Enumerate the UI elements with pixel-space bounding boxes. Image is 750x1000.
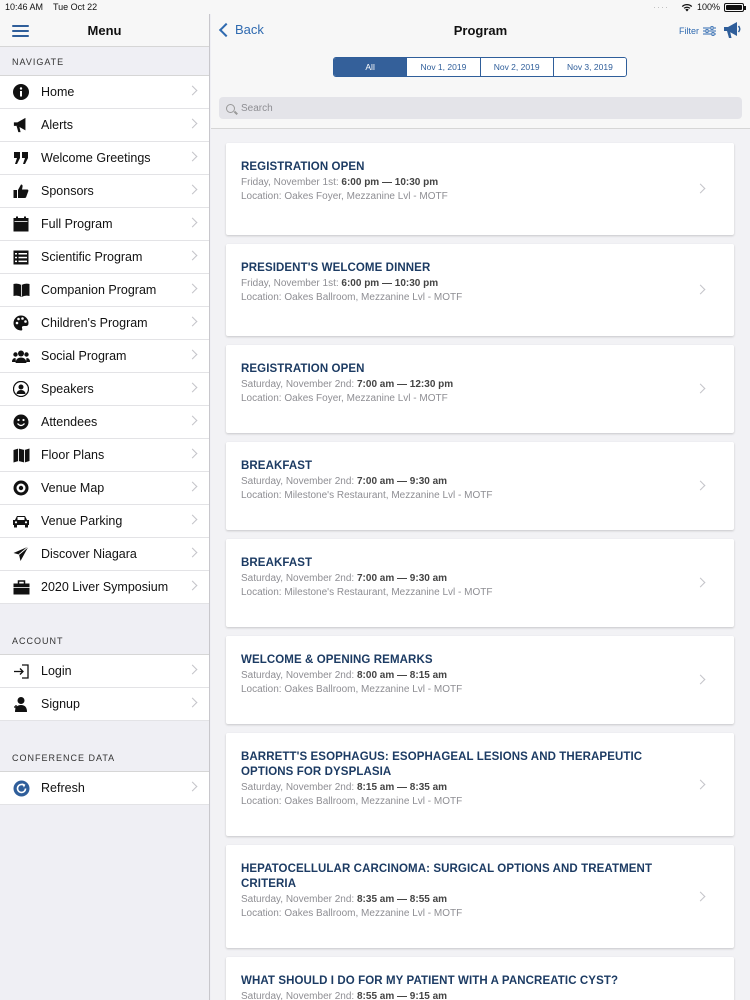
- sidebar-item-label: Attendees: [41, 415, 98, 429]
- chevron-right-icon: [696, 675, 706, 685]
- sidebar-item-label: Venue Parking: [41, 514, 123, 528]
- sidebar-item-label: Scientific Program: [41, 250, 143, 264]
- chevron-right-icon: [188, 383, 198, 393]
- event-time: 6:00 pm — 10:30 pm: [341, 278, 439, 289]
- sidebar-item-2020-liver-symposium[interactable]: [0, 571, 209, 604]
- event-location: Location: Oakes Ballroom, Mezzanine Lvl - MOTF: [241, 684, 463, 695]
- event-card[interactable]: [226, 244, 734, 336]
- status-date: Tue Oct 22: [53, 2, 98, 12]
- sidebar-item-label: 2020 Liver Symposium: [41, 580, 169, 594]
- map-icon: [12, 446, 30, 464]
- chevron-right-icon: [188, 449, 198, 459]
- event-title: BREAKFAST: [241, 557, 313, 569]
- event-when: [241, 893, 674, 907]
- event-when: [241, 572, 674, 586]
- event-time: 7:00 am — 9:30 am: [357, 476, 448, 487]
- sidebar-item-label: Home: [41, 85, 75, 99]
- people-icon: [12, 347, 30, 365]
- multitask-dots-icon: ····: [652, 2, 669, 12]
- section-label-conference-data: CONFERENCE DATA: [12, 753, 116, 763]
- chevron-right-icon: [188, 548, 198, 558]
- sidebar-item-label: Discover Niagara: [41, 547, 137, 561]
- sidebar-item-label: Alerts: [41, 118, 73, 132]
- sidebar-item-venue-parking[interactable]: [0, 505, 209, 538]
- event-card[interactable]: [226, 733, 734, 836]
- sidebar-item-login[interactable]: [0, 655, 209, 688]
- speaker-icon: [12, 380, 30, 398]
- page-title: Program: [453, 23, 508, 38]
- event-title: REGISTRATION OPEN: [241, 363, 365, 375]
- event-day: Saturday, November 2nd:: [241, 476, 355, 487]
- chevron-right-icon: [188, 284, 198, 294]
- nav-bar: [211, 14, 750, 47]
- wifi-icon: [681, 3, 693, 12]
- event-location: Location: Oakes Foyer, Mezzanine Lvl - MOTF: [241, 191, 448, 202]
- main-panel: [211, 14, 750, 1000]
- event-day: Saturday, November 2nd:: [241, 894, 355, 905]
- sidebar-item-discover-niagara[interactable]: [0, 538, 209, 571]
- event-day: Saturday, November 2nd:: [241, 991, 355, 1000]
- chevron-right-icon: [188, 152, 198, 162]
- calendar-icon: [12, 215, 30, 233]
- sidebar-title: Menu: [87, 23, 122, 38]
- thumbs-up-icon: [12, 182, 30, 200]
- event-location: Location: Oakes Ballroom, Mezzanine Lvl - MOTF: [241, 908, 463, 919]
- chevron-right-icon: [188, 482, 198, 492]
- event-title: HEPATOCELLULAR CARCINOMA: SURGICAL OPTIONS AND TREATMENT CRITERIA: [241, 863, 653, 890]
- chevron-right-icon: [188, 782, 198, 792]
- sidebar-item-signup[interactable]: [0, 688, 209, 721]
- chevron-right-icon: [188, 251, 198, 261]
- info-icon: [12, 83, 30, 101]
- sidebar-item-social-program[interactable]: [0, 340, 209, 373]
- event-day: Saturday, November 2nd:: [241, 573, 355, 584]
- chevron-right-icon: [188, 185, 198, 195]
- chevron-right-icon: [188, 698, 198, 708]
- search-input[interactable]: [241, 103, 705, 114]
- sidebar-item-label: Children's Program: [41, 316, 148, 330]
- event-time: 7:00 am — 9:30 am: [357, 573, 448, 584]
- tab-nov-2-2019[interactable]: Nov 2, 2019: [480, 58, 553, 76]
- event-card[interactable]: [226, 143, 734, 235]
- refresh-icon: [12, 779, 30, 797]
- filter-button[interactable]: [679, 26, 716, 36]
- event-time: 8:35 am — 8:55 am: [357, 894, 448, 905]
- chevron-right-icon: [188, 515, 198, 525]
- user-add-icon: [12, 695, 30, 713]
- event-day: Friday, November 1st:: [241, 278, 339, 289]
- date-segmented-control: [333, 57, 627, 77]
- sidebar-item-speakers[interactable]: [0, 373, 209, 406]
- event-title: BARRETT'S ESOPHAGUS: ESOPHAGEAL LESIONS AND THERAPEUTIC OPTIONS FOR DYSPLASIA: [241, 751, 643, 778]
- event-when: [241, 475, 674, 489]
- chevron-right-icon: [188, 665, 198, 675]
- section-spacer: [0, 721, 209, 743]
- event-card[interactable]: [226, 442, 734, 530]
- sidebar-item-home[interactable]: [0, 76, 209, 109]
- event-time: 8:00 am — 8:15 am: [357, 670, 448, 681]
- event-time: 8:55 am — 9:15 am: [357, 991, 448, 1000]
- event-list: [226, 143, 734, 1000]
- sidebar: [0, 14, 210, 1000]
- sidebar-item-label: Floor Plans: [41, 448, 105, 462]
- compass-icon: [12, 479, 30, 497]
- section-label-navigate: NAVIGATE: [12, 57, 65, 67]
- event-time: 6:00 pm — 10:30 pm: [341, 177, 439, 188]
- quote-icon: [12, 149, 30, 167]
- event-title: BREAKFAST: [241, 460, 313, 472]
- sidebar-header: [0, 14, 209, 47]
- sidebar-item-label: Refresh: [41, 781, 85, 795]
- event-when: [241, 669, 674, 683]
- sidebar-item-attendees[interactable]: [0, 406, 209, 439]
- login-icon: [12, 662, 30, 680]
- back-label: Back: [235, 22, 264, 37]
- sidebar-item-label: Speakers: [41, 382, 94, 396]
- list-icon: [12, 248, 30, 266]
- event-time: 7:00 am — 12:30 pm: [357, 379, 454, 390]
- sidebar-sections: [0, 47, 209, 805]
- chevron-right-icon: [188, 86, 198, 96]
- event-title: WELCOME & OPENING REMARKS: [241, 654, 433, 666]
- megaphone-icon: [12, 116, 30, 134]
- menu-list-account: [0, 654, 209, 721]
- sidebar-item-alerts[interactable]: [0, 109, 209, 142]
- briefcase-icon: [12, 578, 30, 596]
- event-when: [241, 378, 674, 392]
- chevron-right-icon: [188, 350, 198, 360]
- megaphone-icon[interactable]: [722, 21, 742, 39]
- sidebar-item-label: Sponsors: [41, 184, 94, 198]
- sidebar-item-companion-program[interactable]: [0, 274, 209, 307]
- chevron-right-icon: [696, 481, 706, 491]
- event-when: [241, 990, 674, 1000]
- event-location: Location: Oakes Foyer, Mezzanine Lvl - MOTF: [241, 393, 448, 404]
- chevron-right-icon: [188, 416, 198, 426]
- sidebar-item-sponsors[interactable]: [0, 175, 209, 208]
- sidebar-item-label: Signup: [41, 697, 80, 711]
- sidebar-item-full-program[interactable]: [0, 208, 209, 241]
- event-title: PRESIDENT'S WELCOME DINNER: [241, 262, 431, 274]
- chevron-right-icon: [696, 184, 706, 194]
- event-when: [241, 176, 674, 190]
- event-day: Saturday, November 2nd:: [241, 379, 355, 390]
- status-right: [653, 2, 744, 12]
- paper-plane-icon: [12, 545, 30, 563]
- sidebar-item-label: Login: [41, 664, 72, 678]
- search-icon: [226, 104, 235, 113]
- event-card[interactable]: [226, 345, 734, 433]
- menu-list-conference-data: [0, 771, 209, 805]
- battery-percent: 100%: [696, 2, 720, 12]
- event-day: Saturday, November 2nd:: [241, 670, 355, 681]
- event-card[interactable]: [226, 845, 734, 948]
- filter-label: Filter: [679, 26, 699, 36]
- section-spacer: [0, 604, 209, 626]
- sidebar-item-label: Companion Program: [41, 283, 157, 297]
- event-card[interactable]: [226, 539, 734, 627]
- smile-icon: [12, 413, 30, 431]
- event-day: Saturday, November 2nd:: [241, 782, 355, 793]
- chevron-right-icon: [188, 218, 198, 228]
- event-card[interactable]: [226, 957, 734, 1000]
- event-location: Location: Oakes Ballroom, Mezzanine Lvl - MOTF: [241, 796, 463, 807]
- chevron-right-icon: [696, 578, 706, 588]
- sidebar-item-scientific-program[interactable]: [0, 241, 209, 274]
- car-icon: [12, 512, 30, 530]
- chevron-right-icon: [696, 384, 706, 394]
- tab-nov-3-2019[interactable]: Nov 3, 2019: [553, 58, 626, 76]
- event-when: [241, 781, 674, 795]
- chevron-right-icon: [696, 779, 706, 789]
- chevron-right-icon: [188, 119, 198, 129]
- book-icon: [12, 281, 30, 299]
- sidebar-item-label: Full Program: [41, 217, 113, 231]
- chevron-right-icon: [188, 581, 198, 591]
- sidebar-item-children-s-program[interactable]: [0, 307, 209, 340]
- event-time: 8:15 am — 8:35 am: [357, 782, 448, 793]
- event-location: Location: Oakes Ballroom, Mezzanine Lvl - MOTF: [241, 292, 463, 303]
- event-location: Location: Milestone's Restaurant, Mezzanine Lvl - MOTF: [241, 490, 493, 501]
- menu-list-navigate: [0, 75, 209, 604]
- sidebar-item-label: Venue Map: [41, 481, 105, 495]
- sidebar-item-label: Social Program: [41, 349, 127, 363]
- program-toolbar: [211, 47, 750, 129]
- tab-all[interactable]: All: [334, 58, 406, 76]
- sidebar-item-label: Welcome Greetings: [41, 151, 151, 165]
- tab-nov-1-2019[interactable]: Nov 1, 2019: [406, 58, 479, 76]
- chevron-right-icon: [188, 317, 198, 327]
- palette-icon: [12, 314, 30, 332]
- search-bar[interactable]: [219, 97, 742, 119]
- event-title: REGISTRATION OPEN: [241, 161, 365, 173]
- event-when: [241, 277, 674, 291]
- sidebar-item-welcome-greetings[interactable]: [0, 142, 209, 175]
- sidebar-item-floor-plans[interactable]: [0, 439, 209, 472]
- event-title: WHAT SHOULD I DO FOR MY PATIENT WITH A PANCREATIC CYST?: [241, 975, 619, 987]
- section-label-account: ACCOUNT: [12, 636, 64, 646]
- sidebar-item-refresh[interactable]: [0, 772, 209, 805]
- event-day: Friday, November 1st:: [241, 177, 339, 188]
- event-location: Location: Milestone's Restaurant, Mezzanine Lvl - MOTF: [241, 587, 493, 598]
- status-time: 10:46 AM: [5, 2, 44, 12]
- battery-icon: [724, 3, 744, 12]
- chevron-right-icon: [696, 891, 706, 901]
- sidebar-item-venue-map[interactable]: [0, 472, 209, 505]
- chevron-right-icon: [696, 285, 706, 295]
- sliders-icon: [703, 26, 716, 36]
- event-card[interactable]: [226, 636, 734, 724]
- status-bar: [0, 0, 750, 14]
